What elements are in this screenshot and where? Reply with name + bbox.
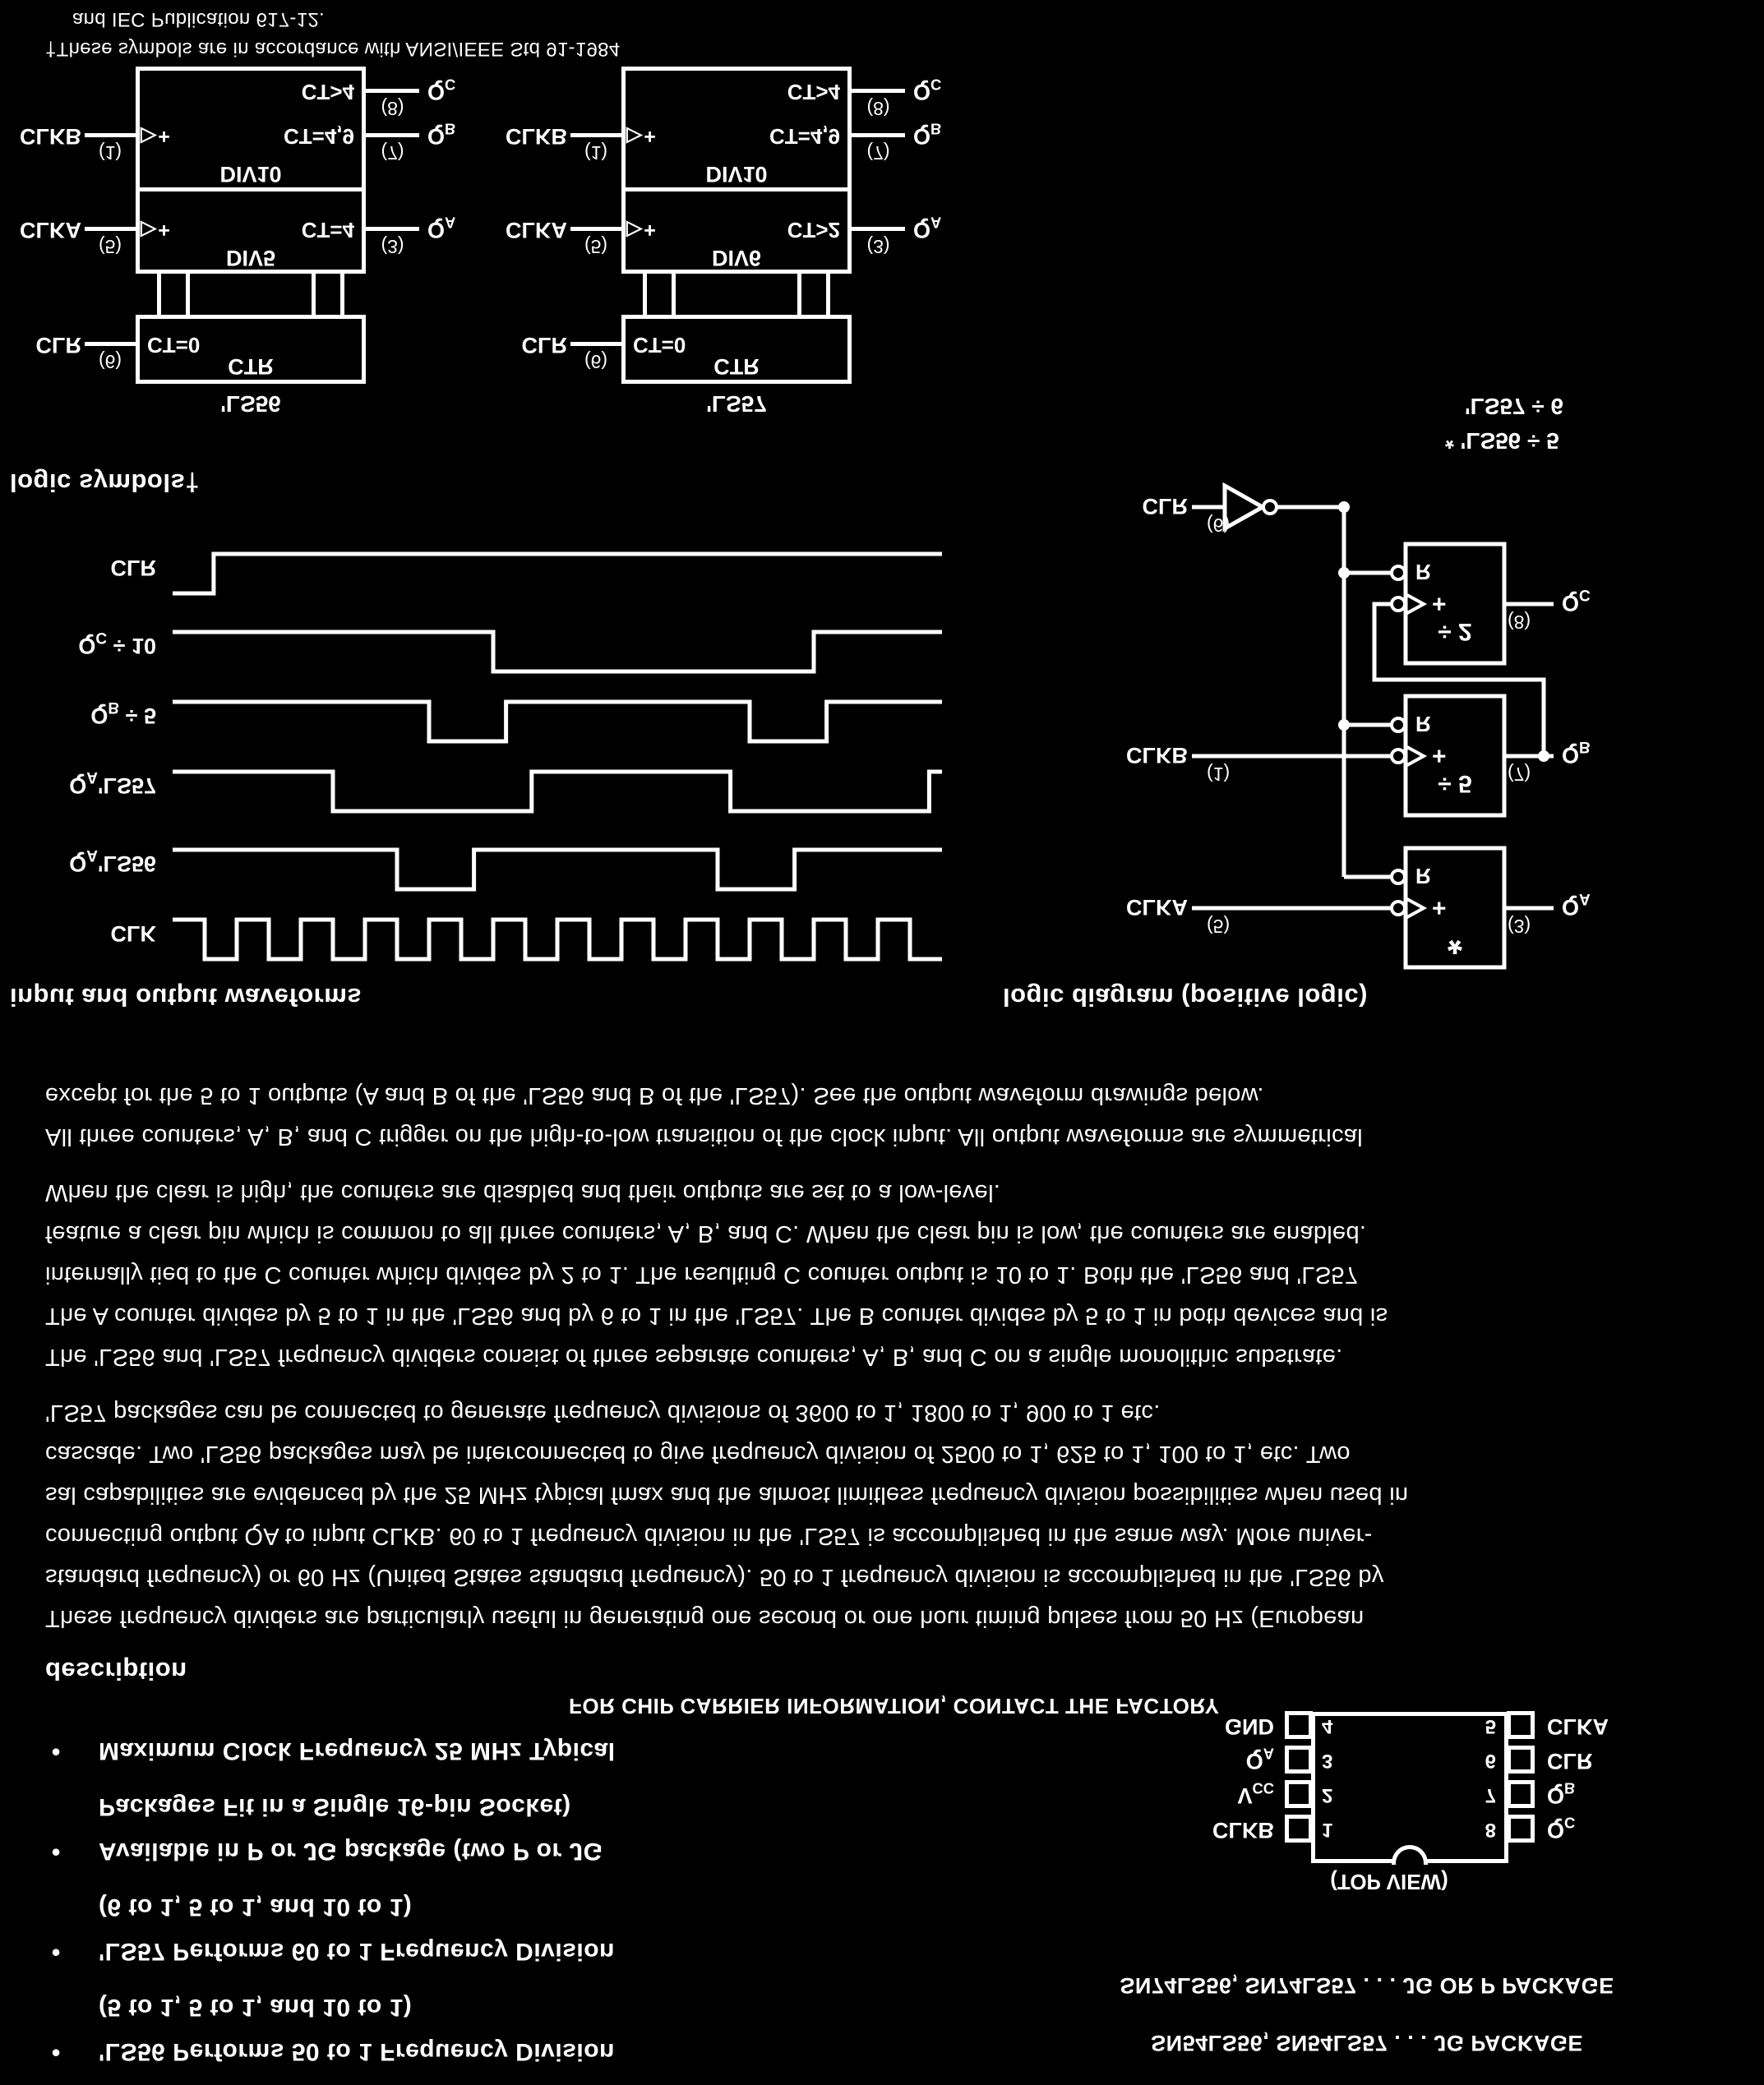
- output-pin-number: (8): [1508, 611, 1531, 633]
- input-wire: [85, 342, 136, 346]
- input-pin-number: (1): [584, 142, 608, 164]
- feature-line: [51, 1937, 615, 1965]
- waveform-label: $Q_C \div 10$: [78, 629, 156, 658]
- logic-diagram-heading: logic diagram (positive logic): [1003, 983, 1368, 1012]
- waveform-trace-CLR: [173, 554, 942, 593]
- ctr-connector: [643, 274, 676, 315]
- description-line: The 'LS56 and 'LS57 frequency dividers consist of three separate counters, A, B, and C on a single monolithic substrate.: [45, 1344, 1343, 1370]
- output-pin-number: (7): [866, 142, 890, 164]
- input-signal-label: CLKB: [20, 124, 81, 149]
- dip-pin-number: 6: [1485, 1750, 1496, 1772]
- description-line: 'LS57 packages can be connected to generate frequency divisions of 3600 to 1, 1800 to 1, 900 to 1 etc.: [45, 1400, 1161, 1426]
- feature-line: [51, 1737, 616, 1764]
- symbols-footnote-line2: and IEC Publication 617-12.: [72, 8, 325, 30]
- output-pin-number: (3): [381, 236, 404, 257]
- description-line: All three counters, A, B, and C trigger on the high-to-low transition of the clock input. All output waveforms are symmetrical: [45, 1123, 1363, 1150]
- edge-marker-icon: ▷+: [626, 219, 658, 242]
- description-line: cascade. Two 'LS56 packages may be interconnected to give frequency division of 2500 to 1, 625 to 1, 100 to 1, etc. Two: [45, 1441, 1351, 1467]
- output-pin-number: (7): [1508, 763, 1531, 785]
- feature-line: [51, 2037, 615, 2065]
- asterisk-note-line2: 'LS57 ÷ 6: [1465, 394, 1564, 419]
- bullet-icon: ●: [51, 2044, 62, 2062]
- dip-pin-number: 2: [1322, 1784, 1333, 1806]
- input-signal-label: CLKB: [1126, 743, 1188, 768]
- output-pin-number: (3): [1508, 916, 1531, 937]
- qc-function: CT>4: [787, 80, 840, 104]
- factory-contact-note: FOR CHIP CARRIER INFORMATION, CONTACT THE FACTORY: [569, 1694, 1220, 1718]
- input-signal-label: CLR: [35, 333, 81, 357]
- input-wire: [85, 133, 136, 137]
- feature-line: [99, 1792, 571, 1820]
- dip-pin-right: [1507, 1711, 1535, 1739]
- output-wire: [366, 89, 419, 93]
- clear-function: CT=0: [147, 333, 201, 357]
- package-title-line1: SN54LS56, SN54LS57 . . . JG PACKAGE: [1151, 2031, 1583, 2055]
- negation-bubble: [1392, 902, 1405, 915]
- qb-function: CT=4,9: [284, 124, 354, 149]
- input-pin-number: (6): [584, 351, 608, 372]
- waveform-trace-QC ÷ 10: [173, 632, 942, 671]
- clock-plus-label: +: [1432, 590, 1447, 617]
- feature-text: Available in P or JG package (two P or JG: [99, 1838, 603, 1865]
- waveform-trace-QA'LS57: [173, 772, 942, 811]
- clock-plus-label: +: [1432, 742, 1447, 769]
- output-signal-label: $Q_A$: [913, 214, 942, 242]
- negation-bubble: [1392, 870, 1405, 883]
- output-signal-label: $Q_A$: [1562, 890, 1591, 920]
- reset-label: R: [1415, 864, 1431, 888]
- device-caption: 'LS56: [220, 391, 281, 417]
- description-line: When the clear is high, the counters are disabled and their outputs are set to a low-level.: [45, 1179, 1001, 1206]
- feature-text: (6 to 1, 5 to 1, and 10 to 1): [99, 1894, 413, 1921]
- edge-wedge-icon: [1406, 898, 1424, 918]
- output-wire: [366, 133, 419, 137]
- output-wire: [366, 227, 419, 231]
- input-wire: [570, 227, 621, 231]
- device-caption: 'LS57: [706, 391, 767, 417]
- asterisk-note-line1: * 'LS56 ÷ 5: [1445, 428, 1559, 454]
- output-signal-label: $Q_B$: [427, 120, 456, 149]
- block-function-label: ÷ 5: [1438, 770, 1472, 797]
- bullet-icon: ●: [51, 1944, 62, 1962]
- dip-pin-left: [1285, 1711, 1313, 1739]
- input-wire: [570, 342, 621, 346]
- input-pin-number: (5): [98, 236, 122, 257]
- bullet-icon: ●: [51, 1743, 62, 1761]
- output-wire: [852, 89, 905, 93]
- package-top-view-label: (TOP VIEW): [1330, 1870, 1448, 1894]
- dip-pin-left: [1285, 1780, 1313, 1808]
- input-signal-label: CLKA: [506, 218, 567, 242]
- clear-signal-label: CLR: [1142, 494, 1188, 519]
- description-line: The A counter divides by 5 to 1 in the 'LS56 and by 6 to 1 in the 'LS57. The B counter divides by 5 to 1 in both devices and is: [45, 1303, 1388, 1329]
- div-a-label: DIV5: [225, 246, 276, 270]
- bullet-icon: ●: [51, 1843, 62, 1861]
- output-signal-label: $Q_C$: [1562, 586, 1591, 616]
- output-signal-label: $Q_C$: [427, 76, 456, 104]
- section-divider: [621, 187, 852, 191]
- dip-pin-left: [1285, 1815, 1313, 1843]
- feature-text: (5 to 1, 5 to 1, and 10 to 1): [99, 1994, 413, 2021]
- description-line: sal capabilities are evidenced by the 25 MHz typical fmax and the almost limitless frequency division possibilities when used in: [45, 1482, 1409, 1508]
- div-b-label: DIV10: [705, 162, 768, 187]
- symbols-footnote-line1: †These symbols are in accordance with ANSI/IEEE Std 91-1984: [45, 38, 621, 60]
- dip-pin-label: GND: [1225, 1714, 1274, 1739]
- block-function-label: *: [1448, 920, 1462, 962]
- reset-label: R: [1415, 712, 1431, 736]
- logic-symbols-heading: logic symbols†: [10, 468, 200, 497]
- dip-pin-label: $V_{CC}$: [1237, 1779, 1274, 1808]
- feature-text: 'LS57 Performs 60 to 1 Frequency Division: [99, 1938, 615, 1965]
- dip-pin-left: [1285, 1746, 1313, 1774]
- dip-pin-right: [1507, 1746, 1535, 1774]
- description-line: These frequency dividers are particularly useful in generating one second or one hour timing pulses from 50 Hz (European: [45, 1605, 1365, 1631]
- description-line: except for the 5 to 1 outputs (A and B of the 'LS56 and B of the 'LS57). See the output waveform drawings below.: [45, 1082, 1264, 1109]
- dip-pin-right: [1507, 1815, 1535, 1843]
- dip-pin-number: 3: [1322, 1750, 1333, 1772]
- input-wire: [570, 133, 621, 137]
- inverter-icon: [1225, 486, 1263, 528]
- ctr-connector: [157, 274, 190, 315]
- input-output-waveforms-chart: [21, 524, 991, 984]
- waveform-label: CLK: [110, 921, 156, 946]
- waveforms-heading: input and output waveforms: [10, 983, 362, 1012]
- dip-pin-number: 4: [1322, 1715, 1333, 1737]
- feature-line: [99, 1993, 412, 2021]
- output-signal-label: $Q_B$: [1562, 738, 1591, 768]
- qc-function: CT>4: [301, 80, 354, 104]
- dip-pin-right: [1507, 1780, 1535, 1808]
- input-wire: [85, 227, 136, 231]
- div-a-output: CT=4: [301, 218, 354, 242]
- feature-line: [99, 1893, 412, 1921]
- feature-line: [51, 1837, 603, 1865]
- logic-diagram: [1093, 351, 1764, 992]
- dip-pin-number: 8: [1485, 1819, 1496, 1841]
- div-b-label: DIV10: [219, 162, 282, 187]
- feature-text: Maximum Clock Frequency 25 MHz Typical: [99, 1737, 616, 1764]
- edge-wedge-icon: [1406, 746, 1424, 766]
- ctr-connector: [797, 274, 830, 315]
- waveform-label: CLR: [110, 556, 156, 580]
- ctr-label: CTR: [713, 354, 760, 379]
- div-a-output: CT>2: [787, 218, 840, 242]
- waveform-label: $Q_A'LS56$: [69, 846, 156, 876]
- dip-pin-label: CLKA: [1547, 1714, 1609, 1739]
- dip-pin-label: CLKB: [1212, 1818, 1274, 1843]
- junction-dot: [1338, 567, 1350, 579]
- reset-label: R: [1415, 560, 1431, 584]
- input-signal-label: CLKA: [20, 218, 81, 242]
- waveform-label: $Q_B \div 5$: [90, 699, 156, 728]
- clock-plus-label: +: [1432, 894, 1447, 921]
- output-wire: [852, 227, 905, 231]
- qb-function: CT=4,9: [769, 124, 840, 149]
- clear-function: CT=0: [633, 333, 686, 357]
- feature-text: 'LS56 Performs 50 to 1 Frequency Division: [99, 2038, 615, 2065]
- clear-pin-number: (6): [1207, 514, 1231, 536]
- description-line: connecting output QA to input CLKB. 60 to 1 frequency division in the 'LS57 is accomplished in the same way. More univer-: [45, 1523, 1373, 1549]
- input-signal-label: CLR: [521, 333, 567, 357]
- edge-marker-icon: ▷+: [626, 125, 658, 148]
- dip-pin-number: 7: [1485, 1784, 1496, 1806]
- dip-pin-label: $Q_C$: [1547, 1814, 1576, 1843]
- input-pin-number: (5): [1207, 916, 1231, 937]
- negation-bubble: [1263, 500, 1277, 514]
- input-pin-number: (6): [98, 351, 122, 372]
- input-pin-number: (1): [98, 142, 122, 164]
- output-pin-number: (3): [866, 236, 890, 257]
- dip-pin-number: 1: [1322, 1819, 1333, 1841]
- edge-wedge-icon: [1406, 594, 1424, 614]
- package-title-line2: SN74LS56, SN74LS57 . . . JG OR P PACKAGE: [1120, 1973, 1614, 1998]
- output-signal-label: $Q_A$: [427, 214, 456, 242]
- description-line: standard frequency) or 60 Hz (United States standard frequency). 50 to 1 frequency division is accomplished in the 'LS56 by: [45, 1564, 1384, 1590]
- edge-marker-icon: ▷+: [141, 125, 172, 148]
- dip-pin-label: $Q_A$: [1245, 1745, 1274, 1774]
- output-pin-number: (8): [381, 98, 404, 119]
- dip-pin-number: 5: [1485, 1715, 1496, 1737]
- block-function-label: ÷ 2: [1438, 618, 1472, 645]
- ctr-connector: [312, 274, 344, 315]
- output-pin-number: (8): [866, 98, 890, 119]
- edge-marker-icon: ▷+: [141, 219, 172, 242]
- input-signal-label: CLKB: [506, 124, 567, 149]
- section-divider: [136, 187, 366, 191]
- description-heading: description: [45, 1657, 187, 1686]
- description-line: feature a clear pin which is common to all three counters, A, B, and C. When the clear pin is low, the counters are enabled.: [45, 1220, 1367, 1247]
- input-pin-number: (1): [1207, 763, 1231, 785]
- dip-pin-label: CLR: [1547, 1749, 1593, 1774]
- description-line: internally tied to the C counter which divides by 2 to 1. The resulting C counter output is 10 to 1. Both the 'LS56 and 'LS57: [45, 1262, 1359, 1288]
- waveform-trace-CLK: [173, 920, 942, 959]
- negation-bubble: [1392, 750, 1405, 763]
- output-pin-number: (7): [381, 142, 404, 164]
- waveform-trace-QB ÷ 5: [173, 702, 942, 741]
- waveform-label: $Q_A'LS57$: [69, 768, 156, 798]
- div-a-label: DIV6: [711, 246, 762, 270]
- output-signal-label: $Q_B$: [913, 120, 942, 149]
- negation-bubble: [1392, 566, 1405, 579]
- ctr-label: CTR: [228, 354, 274, 379]
- feature-text: Packages Fit in a Single 16-pin Socket): [99, 1793, 571, 1820]
- input-signal-label: CLKA: [1126, 895, 1188, 920]
- input-pin-number: (5): [584, 236, 608, 257]
- junction-dot: [1338, 719, 1350, 731]
- output-signal-label: $Q_C$: [913, 76, 942, 104]
- negation-bubble: [1392, 597, 1405, 611]
- negation-bubble: [1392, 718, 1405, 731]
- output-wire: [852, 133, 905, 137]
- waveform-trace-QA'LS56: [173, 850, 942, 889]
- dip-pin-label: $Q_B$: [1547, 1779, 1576, 1808]
